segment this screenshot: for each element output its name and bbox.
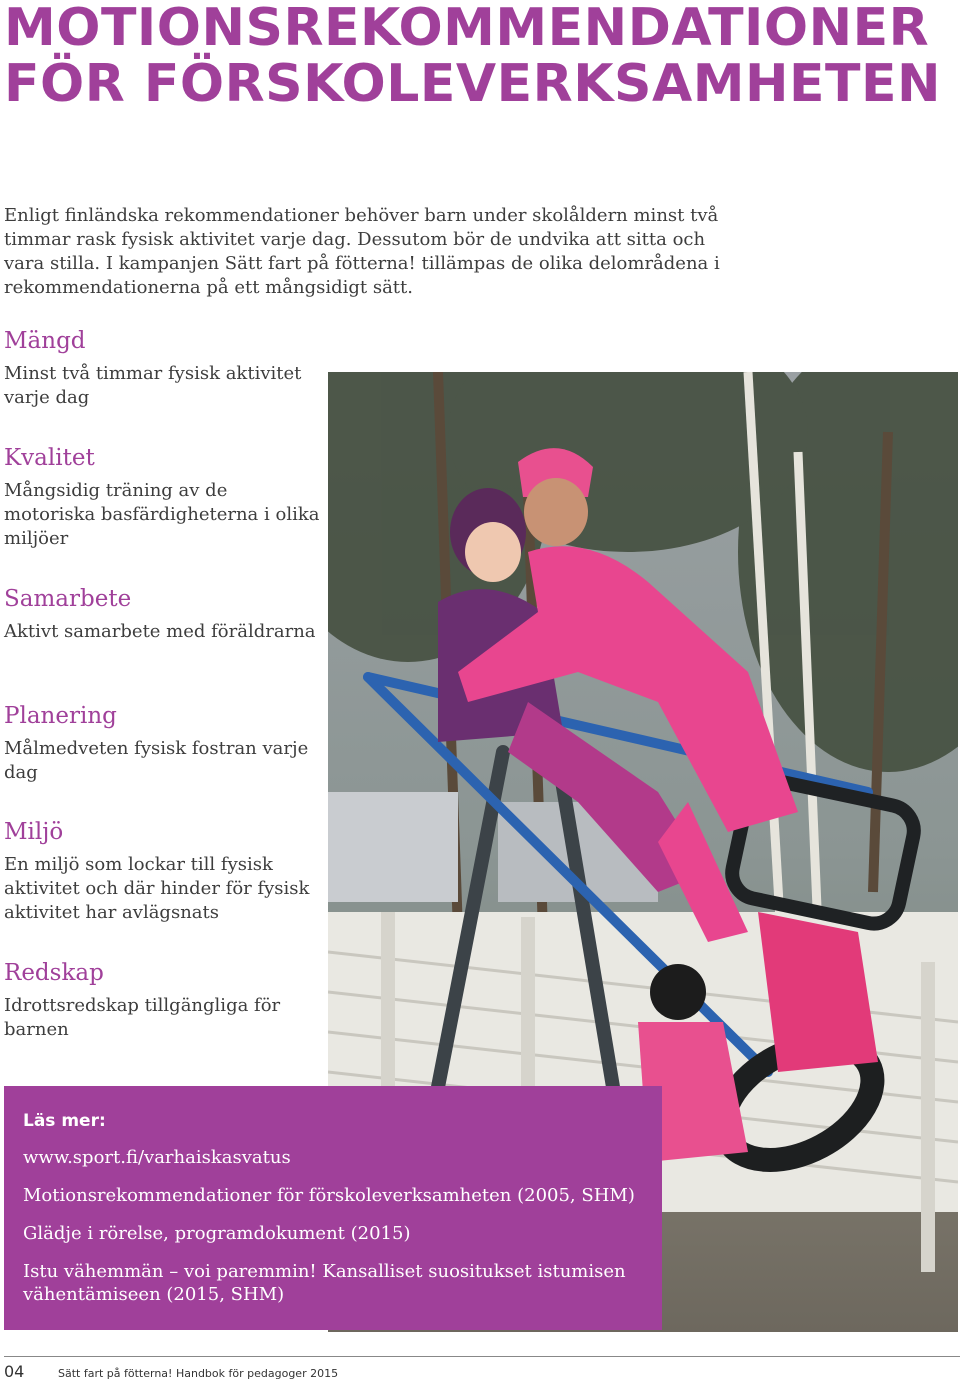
section-text: Idrottsredskap tillgängliga för barnen [4, 995, 281, 1040]
section-text: Mångsidig träning av de motoriska basfärdigheterna i olika miljöer [4, 480, 320, 549]
section-heading: Redskap [4, 960, 104, 986]
read-more-item: Istu vähemmän – voi paremmin! Kansalliset suositukset istumisen vähentämiseen (2015, SHM) [23, 1261, 626, 1305]
title-line-2: FÖR FÖRSKOLEVERKSAMHETEN [4, 54, 942, 114]
section-samarbete [4, 584, 324, 701]
section-heading: Samarbete [4, 586, 132, 612]
intro-paragraph: Enligt finländska rekommendationer behöver barn under skolåldern minst två timmar rask fysisk aktivitet varje dag. Dessutom bör de undvika att sitta och vara stilla. I kampanjen Sätt fart på fötterna! tillämpas de olika delområdena i rekommendationerna på ett mångsidigt sätt. [4, 205, 720, 298]
section-heading: Kvalitet [4, 445, 95, 471]
section-mangd [4, 326, 324, 443]
section-heading: Mängd [4, 328, 86, 354]
page-number: 04 [4, 1362, 25, 1381]
footer-campaign: Sätt fart på fötterna! [58, 1367, 173, 1380]
section-planering [4, 701, 324, 817]
section-text: Målmedveten fysisk fostran varje dag [4, 738, 309, 783]
read-more-box [4, 1086, 662, 1330]
page-title [4, 0, 941, 112]
read-more-item: Motionsrekommendationer för förskoleverksamheten (2005, SHM) [23, 1185, 635, 1206]
section-miljo [4, 817, 324, 958]
section-redskap [4, 958, 324, 1042]
footer-divider [4, 1356, 960, 1357]
section-kvalitet [4, 443, 324, 584]
section-heading: Planering [4, 703, 117, 729]
title-line-1: MOTIONSREKOMMENDATIONER [4, 0, 930, 58]
footer-text [58, 1367, 338, 1380]
section-text: En miljö som lockar till fysisk aktivitet och där hinder för fysisk aktivitet har avlägsnats [4, 854, 310, 923]
read-more-heading: Läs mer: [23, 1111, 106, 1131]
recommendation-list [4, 326, 324, 1042]
section-heading: Miljö [4, 819, 64, 845]
read-more-link-sport[interactable]: www.sport.fi/varhaiskasvatus [23, 1147, 291, 1168]
read-more-item: Glädje i rörelse, programdokument (2015) [23, 1223, 411, 1244]
section-text: Minst två timmar fysisk aktivitet varje dag [4, 363, 302, 408]
footer-handbook: Handbok för pedagoger 2015 [172, 1367, 339, 1380]
section-text: Aktivt samarbete med föräldrarna [4, 621, 316, 642]
